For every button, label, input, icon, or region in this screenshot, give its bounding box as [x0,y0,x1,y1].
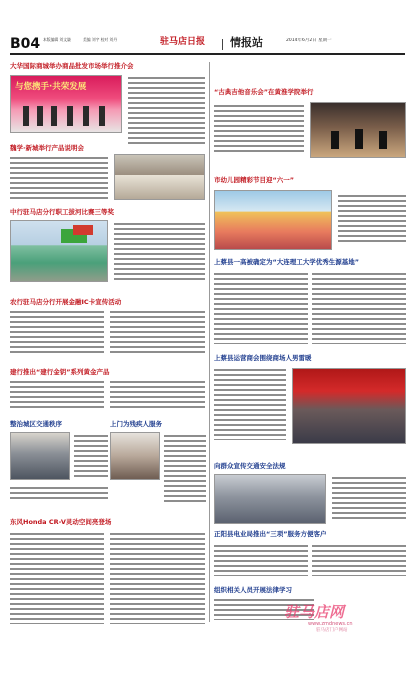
article-traffic-law [214,452,406,524]
article-body-left [214,272,308,344]
children-photo [214,190,332,250]
meeting-photo [292,368,406,444]
performer [99,106,105,126]
article-body-right [110,310,205,356]
article-headline: 农行驻马店分行开展金融IC卡宣传活动 [10,298,122,306]
editor-line-2: 美编 刘宇 校对 刘丹 [83,37,117,42]
article-body-left [10,532,104,624]
performer [379,131,387,149]
watermark-logo: 驻马店网 [284,603,345,621]
performer [67,106,73,126]
column-divider [209,62,210,622]
traffic-photo [10,432,70,480]
article-ic-card [10,298,205,358]
masthead [0,36,415,58]
article-headline: 市幼儿园精彩节目迎“六一” [214,176,295,184]
article-headline: 正阳县电业局推出“三项”服务方便客户 [214,530,327,538]
article-headline: 上蔡县一高被确定为“大连理工大学优秀生源基地” [214,258,360,266]
article-body-left [214,544,308,576]
performer [355,129,363,149]
concert-photo [310,102,406,158]
masthead-rule [10,53,405,55]
flag [73,225,93,235]
article-crv-launch [10,518,205,626]
masthead-divider [222,39,223,50]
performer [51,106,57,126]
performer [37,106,43,126]
exhibition-photo [114,154,205,200]
article-body [214,368,286,440]
article-headline: 向群众宣传交通安全法规 [214,462,286,470]
banner-text: 与您携手·共荣发展 [15,82,87,92]
article-guitar-concert [214,88,406,168]
editor-line-1: 本版编辑 刘文谦 [43,37,71,42]
article-body-right [110,532,205,624]
article-headline: 中行驻马店分行职工拔河比赛三等奖 [10,208,114,216]
article-body-right [312,544,406,576]
article-headline: 上门为残疾人服务 [110,420,162,428]
article-headline: 魏学·新城举行产品说明会 [10,144,84,152]
article-body [338,194,406,244]
service-photo [110,432,160,480]
article-headline: 组织相关人员开展法律学习 [214,586,292,594]
article-body [10,486,108,502]
article-headline: “古典吉他音乐会”在黄淮学院举行 [214,88,314,96]
article-body-left [10,310,104,356]
newspaper-logo: 驻马店日报 [160,37,206,47]
watermark-slogan: 驻马店门户网站 [316,628,348,633]
article-business-meeting [214,354,406,450]
article-headline: 建行推出“建行金钥”系列黄金产品 [10,368,110,376]
article-body [128,76,205,146]
article-headline: 整治城区交通秩序 [10,420,62,428]
article-tug-of-war [10,208,205,296]
team-photo [10,220,108,282]
article-body [164,434,206,502]
performer [23,106,29,126]
article-traffic-order [10,414,108,506]
article-university-base [214,258,406,348]
article-disabled-service [110,414,206,506]
section-title: 情报站 [230,36,263,49]
article-body [10,156,108,200]
article-body-left [10,380,104,408]
watermark-url: www.zmdnews.cn [308,621,353,627]
performer [83,106,89,126]
article-body [114,222,205,282]
article-kindergarten [214,176,406,254]
article-body-right [312,272,406,344]
article-body [74,434,108,480]
article-body [332,476,406,520]
article-gold-products [10,368,205,412]
site-watermark [278,604,408,636]
article-headline: 上蔡县运营商会围绕商场人男雷暖 [214,354,312,362]
stage-photo [10,75,122,133]
article-body [214,104,304,154]
performer [331,131,339,149]
article-product-launch [10,144,205,202]
article-headline: 大华国际商城举办商品批发市场举行推介会 [10,62,134,70]
article-headline: 东风Honda CR-V灵动空间亮登场 [10,518,112,526]
page-code: B04 [10,36,41,52]
issue-date: 2014年6月2日 星期一 [286,38,332,43]
article-power-bureau [214,530,406,580]
traffic-police-photo [214,474,326,524]
article-body-right [110,380,205,408]
